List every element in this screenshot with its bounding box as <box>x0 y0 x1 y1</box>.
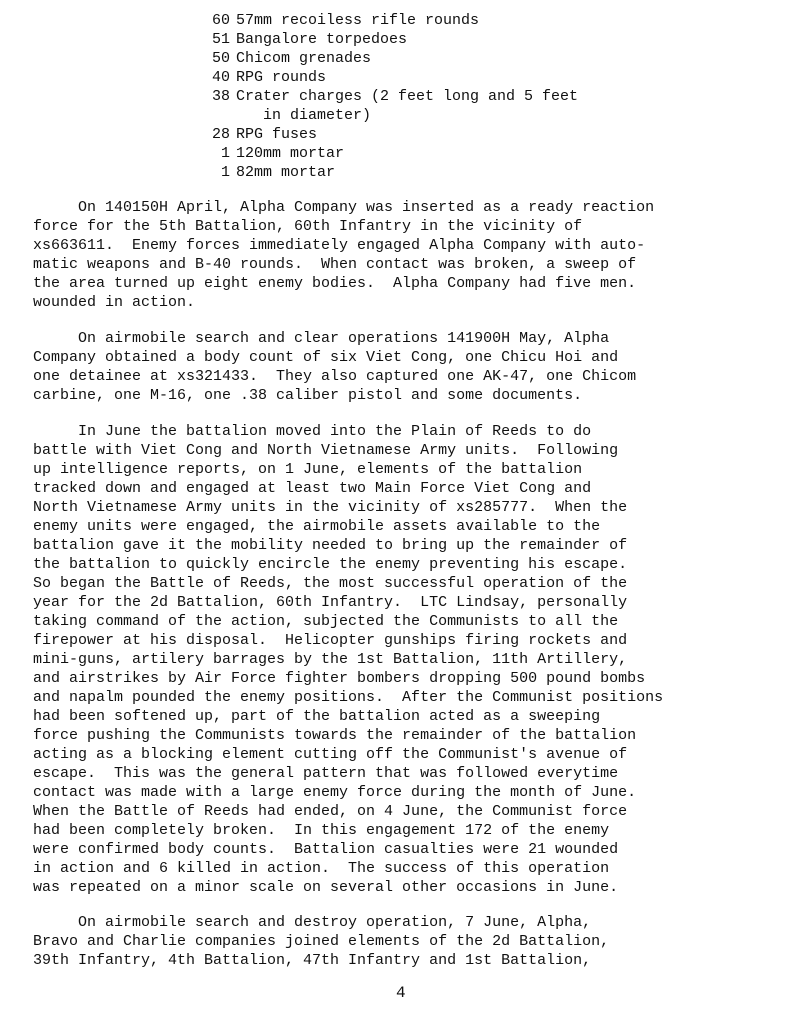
paragraph-line: North Vietnamese Army units in the vicinity of xs285777. When the <box>33 499 628 516</box>
paragraph-line: in action and 6 killed in action. The success of this operation <box>33 860 610 877</box>
paragraph-line: When the Battle of Reeds had ended, on 4 June, the Communist force <box>33 803 628 820</box>
paragraph-line: and airstrikes by Air Force fighter bombers dropping 500 pound bombs <box>33 670 646 687</box>
inventory-item <box>202 12 479 30</box>
paragraph-line: On airmobile search and clear operations 141900H May, Alpha <box>33 330 610 347</box>
paragraph-line: had been softened up, part of the battalion acted as a sweeping <box>33 708 601 725</box>
inventory-qty: 60 <box>211 12 230 29</box>
inventory-desc: Bangalore torpedoes <box>236 31 408 48</box>
inventory-desc: Crater charges (2 feet long and 5 feet <box>236 88 579 105</box>
paragraph-line: were confirmed body counts. Battalion casualties were 21 wounded <box>33 841 619 858</box>
inventory-item <box>202 145 344 163</box>
paragraph-line: mini-guns, artilery barrages by the 1st Battalion, 11th Artillery, <box>33 651 628 668</box>
paragraph-line: matic weapons and B-40 rounds. When contact was broken, a sweep of <box>33 256 637 273</box>
paragraph-line: taking command of the action, subjected the Communists to all the <box>33 613 619 630</box>
paragraph-line: Bravo and Charlie companies joined elements of the 2d Battalion, <box>33 933 610 950</box>
paragraph-line: So began the Battle of Reeds, the most successful operation of the <box>33 575 628 592</box>
paragraph-line: battalion gave it the mobility needed to bring up the remainder of <box>33 537 628 554</box>
paragraph-line: was repeated on a minor scale on several other occasions in June. <box>33 879 619 896</box>
paragraph-line: Company obtained a body count of six Viet Cong, one Chicu Hoi and <box>33 349 619 366</box>
inventory-desc: Chicom grenades <box>236 50 372 67</box>
paragraph-line: force for the 5th Battalion, 60th Infantry in the vicinity of <box>33 218 583 235</box>
inventory-qty: 38 <box>211 88 230 105</box>
inventory-desc: 120mm mortar <box>236 145 345 162</box>
inventory-qty: 51 <box>211 31 230 48</box>
paragraph-line: battle with Viet Cong and North Vietnamese Army units. Following <box>33 442 619 459</box>
paragraph-line: one detainee at xs321433. They also captured one AK-47, one Chicom <box>33 368 637 385</box>
inventory-item <box>202 88 578 106</box>
paragraph-line: On 140150H April, Alpha Company was inserted as a ready reaction <box>33 199 655 216</box>
paragraph-line: the area turned up eight enemy bodies. Alpha Company had five men. <box>33 275 637 292</box>
inventory-desc: 82mm mortar <box>236 164 336 181</box>
inventory-item <box>202 69 326 87</box>
inventory-desc: RPG rounds <box>236 69 327 86</box>
paragraph-line: up intelligence reports, on 1 June, elements of the battalion <box>33 461 583 478</box>
inventory-desc: RPG fuses <box>236 126 318 143</box>
paragraph-line: had been completely broken. In this engagement 172 of the enemy <box>33 822 610 839</box>
inventory-item <box>202 164 335 182</box>
inventory-desc: in diameter) <box>236 107 372 124</box>
inventory-qty: 50 <box>211 50 230 67</box>
paragraph-line: escape. This was the general pattern that was followed everytime <box>33 765 619 782</box>
inventory-qty: 28 <box>211 126 230 143</box>
inventory-item <box>202 126 317 144</box>
paragraph-line: and napalm pounded the enemy positions. After the Communist positions <box>33 689 664 706</box>
paragraph-line: In June the battalion moved into the Plain of Reeds to do <box>33 423 592 440</box>
paragraph-line: wounded in action. <box>33 294 196 311</box>
inventory-qty: 40 <box>211 69 230 86</box>
inventory-item <box>202 31 407 49</box>
paragraph-line: xs663611. Enemy forces immediately engaged Alpha Company with auto- <box>33 237 646 254</box>
paragraph-line: the battalion to quickly encircle the enemy preventing his escape. <box>33 556 628 573</box>
page-number: 4 <box>396 984 406 1002</box>
paragraph-line: enemy units were engaged, the airmobile assets available to the <box>33 518 601 535</box>
paragraph-line: carbine, one M-16, one .38 caliber pistol and some documents. <box>33 387 583 404</box>
paragraph-line: acting as a blocking element cutting off the Communist's avenue of <box>33 746 628 763</box>
inventory-desc: 57mm recoiless rifle rounds <box>236 12 480 29</box>
paragraph-line: 39th Infantry, 4th Battalion, 47th Infantry and 1st Battalion, <box>33 952 592 969</box>
paragraph-line: year for the 2d Battalion, 60th Infantry. LTC Lindsay, personally <box>33 594 628 611</box>
inventory-qty: 1 <box>220 145 230 162</box>
paragraph-line: firepower at his disposal. Helicopter gunships firing rockets and <box>33 632 628 649</box>
paragraph-line: On airmobile search and destroy operation, 7 June, Alpha, <box>33 914 592 931</box>
paragraph-line: force pushing the Communists towards the remainder of the battalion <box>33 727 637 744</box>
inventory-qty: 1 <box>220 164 230 181</box>
inventory-item <box>202 107 371 125</box>
inventory-item <box>202 50 371 68</box>
paragraph-line: tracked down and engaged at least two Main Force Viet Cong and <box>33 480 592 497</box>
paragraph-line: contact was made with a large enemy force during the month of June. <box>33 784 637 801</box>
